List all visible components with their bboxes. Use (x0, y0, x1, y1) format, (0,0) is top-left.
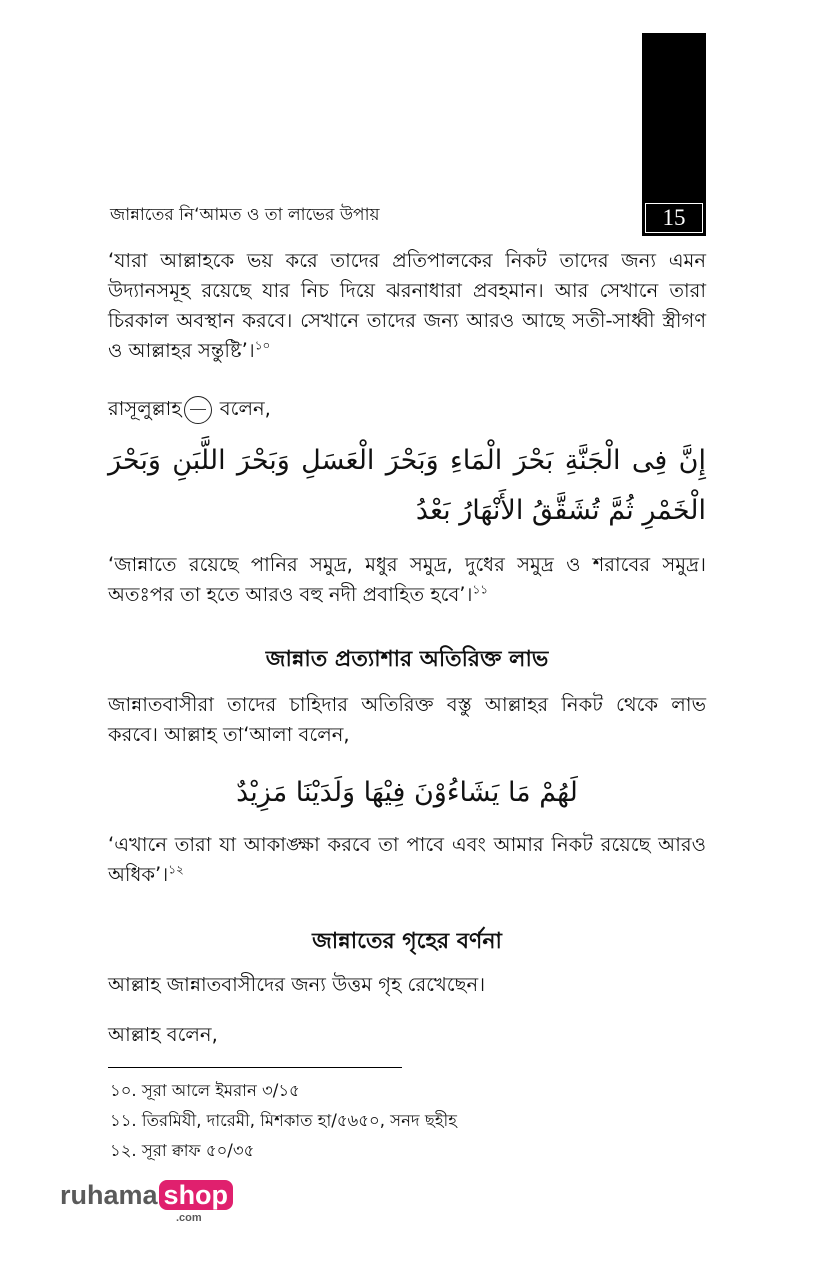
logo-text-ruhama: ruhama (60, 1180, 158, 1210)
paragraph-text: ‘যারা আল্লাহকে ভয় করে তাদের প্রতিপালকের নিকট তাদের জন্য এমন উদ্যানসমূহ রয়েছে যার নিচ দিয়ে ঝরনাধারা প্রবহমান। আর সেখানে তারা চিরকাল অবস্থান করবে। সেখানে তাদের জন্য আরও আছে সতী-সাধ্বী স্ত্রীগণ ও আল্লাহর সন্তুষ্টি’। (108, 249, 706, 362)
paragraph-text: ‘জান্নাতে রয়েছে পানির সমুদ্র, মধুর সমুদ্র, দুধের সমুদ্র ও শরাবের সমুদ্র। অতঃপর তা হতে আরও বহু নদী প্রবাহিত হবে’। (108, 553, 706, 606)
footnote-12: ১২. সূরা ক্বাফ ৫০/৩৫ (110, 1141, 255, 1160)
paragraph-houses: আল্লাহ জান্নাতবাসীদের জন্য উত্তম গৃহ রেখেছেন। (108, 973, 486, 996)
paragraph-quran-translation (108, 246, 706, 366)
footnote-10: ১০. সূরা আলে ইমরান ৩/১৫ (110, 1081, 300, 1100)
running-header-title: জান্নাতের নি‘আমত ও তা লাভের উপায় (110, 205, 380, 225)
paragraph-text: ‘এখানে তারা যা আকাঙ্ক্ষা করবে তা পাবে এবং আমার নিকট রয়েছে আরও অধিক’। (108, 833, 706, 886)
logo-text-shop: shop (159, 1180, 234, 1210)
section-heading-extra-reward: জান্নাত প্রত্যাশার অতিরিক্ত লাভ (265, 647, 549, 672)
paragraph-extra-reward: জান্নাতবাসীরা তাদের চাহিদার অতিরিক্ত বস্তু আল্লাহর নিকট থেকে লাভ করবে। আল্লাহ তা‘আলা বলেন, (108, 693, 706, 746)
footnote-11: ১১. তিরমিযী, দারেমী, মিশকাত হা/৫৬৫০, সনদ ছহীহ (110, 1111, 457, 1130)
logo-text-com: .com (176, 1212, 202, 1224)
page-tab-marker (642, 33, 706, 200)
arabic-hadith-text: إِنَّ فِى الْجَنَّةِ بَحْرَ الْمَاءِ وَبَحْرَ الْعَسَلِ وَبَحْرَ اللَّبَنِ وَبَحْرَ الْخَمْرِ ثُمَّ تُشَقَّقُ الأَنْهَارُ بَعْدُ (108, 445, 706, 526)
footnote-ref-10: ১০ (254, 338, 271, 353)
paragraph-rasul-says (108, 394, 706, 424)
paragraph-ayah-translation (108, 830, 706, 890)
paragraph-hadith-translation (108, 550, 706, 610)
footnote-ref-12: ১২ (168, 862, 184, 877)
paragraph-allah-says: আল্লাহ বলেন, (108, 1023, 218, 1046)
ruhamashop-logo (60, 1180, 233, 1224)
page-number: 15 (642, 200, 706, 236)
footnote-ref-11: ১১ (472, 582, 489, 597)
footnote-divider (108, 1067, 402, 1068)
rasul-name: রাসূলুল্লাহ (108, 397, 182, 420)
says-text: বলেন, (219, 397, 271, 420)
section-heading-houses: জান্নাতের গৃহের বর্ণনা (312, 929, 502, 954)
salawat-seal-icon (184, 396, 212, 424)
arabic-ayah-text: لَهُمْ مَا يَشَاءُوْنَ فِيْهَا وَلَدَيْنَا مَزِيْدٌ (236, 777, 578, 808)
